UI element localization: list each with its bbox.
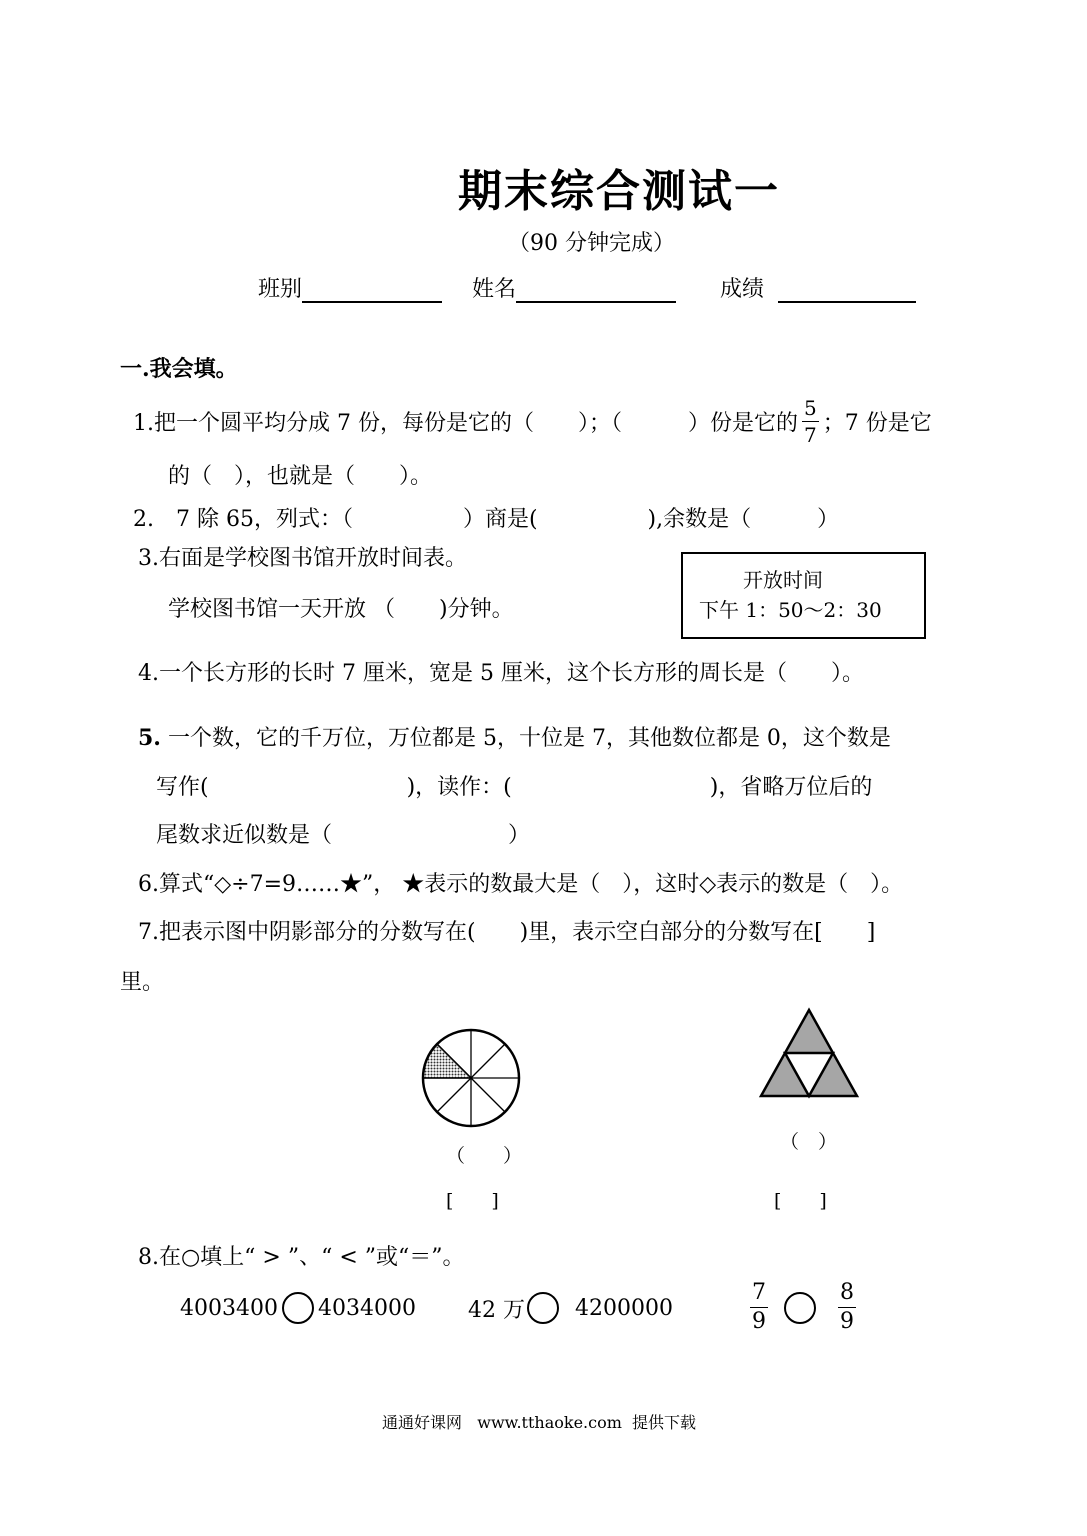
question-1-text-a: 1.把一个圆平均分成 7 份，每份是它的（ ）；（ ）份是它的	[133, 411, 798, 436]
question-5-line-1	[138, 721, 891, 752]
compare-1-circle[interactable]	[282, 1292, 314, 1324]
fraction-numerator: 5	[803, 396, 817, 420]
question-3-line-1: 3.右面是学校图书馆开放时间表。	[138, 546, 467, 571]
triangle-quarters-figure	[758, 1006, 860, 1100]
question-5-text: 一个数，它的千万位，万位都是 5，十位是 7，其他数位都是 0，这个数是	[160, 726, 891, 751]
question-5-number: 5.	[138, 725, 161, 751]
score-label: 成绩	[720, 277, 765, 302]
question-7-line-1: 7.把表示图中阴影部分的分数写在( )里，表示空白部分的分数写在[ ]	[138, 920, 876, 945]
circle-eighths-figure	[418, 1025, 524, 1131]
opening-hours-title: 开放时间	[743, 568, 823, 592]
fraction-denominator: 9	[840, 1309, 854, 1334]
question-6: 6.算式“◇÷7=9……★”， ★表示的数最大是（ ），这时◇表示的数是（ ）。	[138, 872, 904, 897]
class-blank[interactable]	[302, 279, 442, 303]
question-1-line-2: 的（ ），也就是（ ）。	[168, 464, 433, 489]
question-3-line-2: 学校图书馆一天开放 （ )分钟。	[168, 597, 514, 622]
question-4: 4.一个长方形的长时 7 厘米，宽是 5 厘米，这个长方形的周长是（ ）。	[138, 661, 864, 686]
compare-3-circle[interactable]	[784, 1292, 816, 1324]
compare-pair-3	[750, 1282, 856, 1333]
compare-pair-1	[180, 1292, 416, 1324]
page-title: 期末综合测试一	[458, 166, 780, 217]
score-blank[interactable]	[778, 279, 916, 303]
fraction-seven-ninths	[750, 1282, 768, 1333]
fraction-eight-ninths	[838, 1282, 856, 1333]
compare-pair-2	[468, 1292, 673, 1324]
section-heading: 一.我会填。	[120, 356, 238, 382]
page-footer: 通通好课网 www.tthaoke.com 提供下载	[382, 1413, 697, 1432]
question-7-line-2: 里。	[120, 970, 165, 995]
figure-2-blank-answer[interactable]: [ ]	[774, 1190, 827, 1212]
figure-2-shaded-answer[interactable]: （ ）	[780, 1131, 838, 1153]
fraction-numerator: 8	[838, 1282, 856, 1308]
class-label: 班别	[258, 277, 303, 302]
name-blank[interactable]	[516, 279, 676, 303]
fraction-denominator: 9	[752, 1309, 766, 1334]
question-5-line-2: 写作( )，读作：( )，省略万位后的	[156, 775, 873, 800]
opening-hours-box	[681, 552, 926, 639]
shaded-sector	[423, 1044, 471, 1078]
question-1-line-1	[133, 398, 932, 445]
figure-1-shaded-answer[interactable]: （ ）	[446, 1145, 523, 1167]
figure-1-blank-answer[interactable]: [ ]	[446, 1190, 499, 1212]
compare-1-right: 4034000	[317, 1295, 416, 1321]
compare-1-left: 4003400	[180, 1295, 278, 1321]
class-field	[258, 272, 442, 303]
question-5-line-3: 尾数求近似数是（ ）	[156, 823, 531, 848]
question-1-text-b: ；7 份是它	[822, 411, 932, 436]
question-8: 8.在○填上“ > ”、“ < ”或“＝”。	[138, 1245, 465, 1270]
name-label: 姓名	[472, 277, 517, 302]
fraction-five-sevenths	[802, 398, 819, 445]
name-field	[472, 272, 676, 303]
score-field	[720, 272, 916, 303]
page-subtitle: （90 分钟完成）	[508, 231, 675, 256]
compare-2-left: 42 万	[468, 1297, 525, 1323]
fraction-numerator: 7	[750, 1282, 768, 1308]
compare-2-right: 4200000	[575, 1295, 673, 1321]
question-2: 2. 7 除 65，列式：（ ）商是( ),余数是（ ）	[133, 507, 840, 532]
compare-2-circle[interactable]	[527, 1292, 559, 1324]
fraction-denominator: 7	[803, 423, 817, 447]
opening-hours-time: 下午 1：50～2：30	[699, 598, 882, 622]
